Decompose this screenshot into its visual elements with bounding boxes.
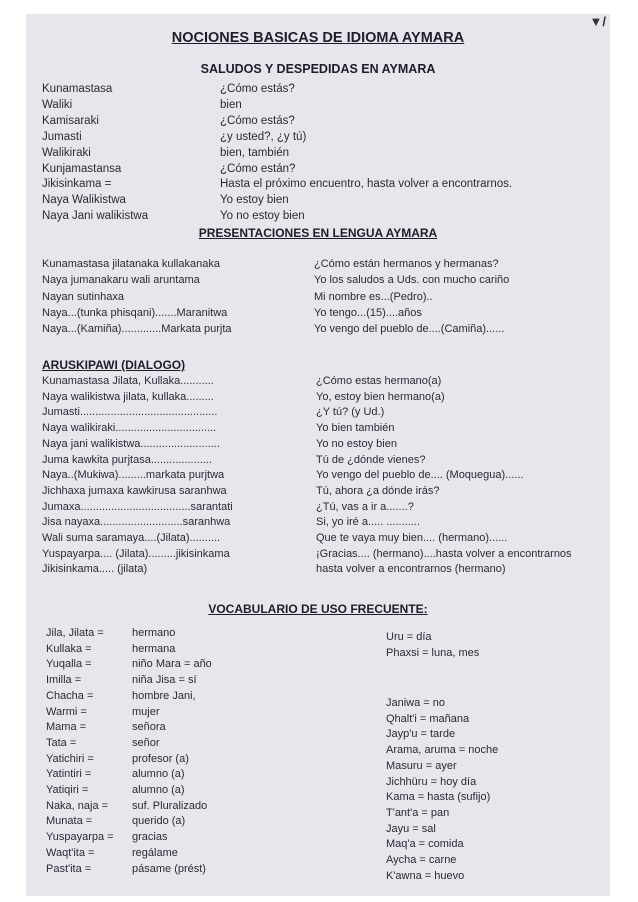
dialogo-row [42,500,608,516]
spanish-translation: Yo bien también [316,422,395,435]
spanish-translation: Tú de ¿dónde vienes? [316,453,426,466]
dialogo-row [42,484,608,500]
vocabulario-item: Qhalt'i = mañana [386,712,470,725]
dialogo-row [42,515,608,531]
saludo-row [42,114,602,130]
aymara-term: Jumaxa....................................sarantati [42,500,233,513]
spanish-translation: Yo no estoy bien [220,210,305,223]
saludo-row [42,177,602,193]
aymara-term: Yuqalla = [46,658,92,671]
aymara-term: Naya...(Kamiña).............Markata purjta [42,323,232,336]
aymara-term: Past'ita = [46,862,92,875]
vocabulario-item: Jayu = sal [386,822,436,835]
aymara-term: Warmi = [46,705,87,718]
presentacion-row [42,256,602,272]
spanish-translation: pásame (prést) [132,862,206,875]
spanish-translation: Yo tengo...(15)....años [314,306,422,319]
aymara-term: Yatiqiri = [46,784,89,797]
spanish-translation: ¿Cómo estás? [220,114,295,127]
dialogo-row [42,405,608,421]
vocabulario-item: Janiwa = no [386,697,446,709]
dialogo-row [42,562,608,578]
vocabulario-item: Uru = día [386,631,432,643]
spanish-translation: hermano [132,627,176,639]
presentaciones-list [42,256,602,337]
aymara-term: Wali suma saramaya....(Jilata).......... [42,532,221,545]
corner-mark: ▼/ [589,14,606,29]
spanish-translation: bien, también [220,146,290,159]
aymara-term: Jisa nayaxa...........................saranhwa [42,516,231,529]
vocabulario-row [46,846,366,862]
aymara-term: Naka, naja = [46,799,109,812]
dialogo-row [42,453,608,469]
aymara-term: Naya...(tunka phisqani).......Maranitwa [42,306,228,319]
dialogo-heading: ARUSKIPAWI (DIALOGO) [42,358,186,372]
spanish-translation: profesor (a) [132,752,189,765]
saludo-row [42,209,602,225]
saludo-row [42,82,602,98]
aymara-term: Naya Walikistwa [42,194,126,207]
aymara-term: Munata = [46,815,93,828]
vocabulario-row [46,752,366,768]
aymara-term: Naya walikistwa jilata, kullaka......... [42,390,214,403]
dialogo-row [42,437,608,453]
dialogo-row [42,374,608,390]
aymara-term: Jila, Jilata = [46,627,104,639]
vocabulario-item: Masuru = ayer [386,759,457,772]
page-title: NOCIONES BASICAS DE IDIOMA AYMARA [171,30,465,46]
presentacion-row [42,289,602,305]
spanish-translation: suf. Pluralizado [132,799,208,812]
spanish-translation: bien [220,98,242,111]
spanish-translation: Yo vengo del pueblo de.... (Moquegua)...... [316,469,524,482]
aymara-term: Walikiraki [42,146,91,159]
vocabulario-item: Jichhüru = hoy día [386,775,477,788]
aymara-term: Naya walikiraki................................. [42,422,217,435]
saludo-row [42,130,602,146]
vocabulario-item: T'ant'a = pan [386,806,450,819]
vocabulario-item: Aycha = carne [386,854,457,867]
saludos-list [42,82,602,225]
spanish-translation: ¿y usted?, ¿y tú) [220,130,307,143]
dialogo-list [42,374,608,578]
aymara-term: Naya Jani walikistwa [42,210,149,223]
vocabulario-item: K'awna = huevo [386,869,465,882]
spanish-translation: Mi nombre es...(Pedro).. [314,290,433,303]
vocabulario-row [46,642,366,658]
presentaciones-heading: PRESENTACIONES EN LENGUA AYMARA [198,226,438,240]
saludo-row [42,162,602,178]
spanish-translation: Yo los saludos a Uds. con mucho cariño [314,274,510,287]
aymara-term: Kunjamastansa [42,162,122,175]
spanish-translation: ¿Cómo estás? [220,83,295,95]
vocabulario-row [46,830,366,846]
saludo-row [42,98,602,114]
vocabulario-item: Phaxsi = luna, mes [386,646,480,659]
vocabulario-item: Arama, aruma = noche [386,744,499,757]
vocabulario-row [46,705,366,721]
aymara-term: Mama = [46,721,87,734]
aymara-term: Jumasti............................................. [42,406,218,419]
spanish-translation: mujer [132,705,160,718]
aymara-term: Yuspayarpa.... (Jilata).........jikisinkama [42,547,230,560]
spanish-translation: gracias [132,831,168,844]
spanish-translation: hombre Jani, [132,689,196,702]
saludo-row [42,193,602,209]
vocabulario-row [46,626,366,642]
spanish-translation: Hasta el próximo encuentro, hasta volver a encontrarnos. [220,178,513,191]
dialogo-row [42,468,608,484]
spanish-translation: señora [132,721,166,734]
vocabulario-heading: VOCABULARIO DE USO FRECUENTE: [208,602,428,616]
spanish-translation: Yo no estoy bien [316,437,397,450]
aymara-term: Jikisinkama = [42,178,112,191]
aymara-term: Chacha = [46,689,94,702]
aymara-term: Waliki [42,98,73,111]
aymara-term: Jichhaxa jumaxa kawkirusa saranhwa [42,484,227,497]
spanish-translation: ¡Gracias.... (hermano)....hasta volver a encontrarnos [316,547,572,560]
aymara-term: Yatichiri = [46,752,94,765]
aymara-term: Imilla = [46,674,82,687]
aymara-term: Kunamastasa Jilata, Kullaka........... [42,375,214,387]
spanish-translation: ¿Cómo están hermanos y hermanas? [314,258,499,270]
spanish-translation: regálame [132,846,178,859]
vocabulario-row [46,689,366,705]
aymara-term: Kullaka = [46,642,92,655]
vocabulario-right-bottom-list [386,696,606,884]
presentacion-row [42,305,602,321]
spanish-translation: Yo, estoy bien hermano(a) [316,390,445,403]
spanish-translation: niña Jisa = sí [132,674,197,687]
dialogo-row [42,421,608,437]
aymara-term: Tata = [46,736,77,749]
vocabulario-right-top-list [386,630,606,661]
vocabulario-row [46,783,366,799]
spanish-translation: señor [132,736,160,749]
aymara-term: Kunamastasa [42,83,113,95]
aymara-term: Waqt'ita = [46,846,95,859]
dialogo-row [42,547,608,563]
document-page [26,14,610,896]
aymara-term: Jikisinkama..... (jilata) [42,563,148,576]
vocabulario-item: Jayp'u = tarde [386,728,456,741]
spanish-translation: niño Mara = año [132,658,212,671]
spanish-translation: Yo estoy bien [220,194,289,207]
spanish-translation: alumno (a) [132,768,185,781]
spanish-translation: hermana [132,642,176,655]
vocabulario-row [46,814,366,830]
aymara-term: Yatintiri = [46,768,92,781]
presentacion-row [42,321,602,337]
spanish-translation: querido (a) [132,815,186,828]
vocabulario-left-list [46,626,366,877]
vocabulario-row [46,657,366,673]
vocabulario-item: Kama = hasta (sufijo) [386,791,491,804]
aymara-term: Kunamastasa jilatanaka kullakanaka [42,258,220,270]
spanish-translation: hasta volver a encontrarnos (hermano) [316,563,506,576]
aymara-term: Jumasti [42,130,82,143]
aymara-term: Naya..(Mukiwa).........markata purjtwa [42,469,225,482]
vocabulario-row [46,799,366,815]
dialogo-row [42,531,608,547]
aymara-term: Naya jumanakaru wali aruntama [42,274,200,287]
spanish-translation: ¿Y tú? (y Ud.) [316,406,385,419]
spanish-translation: alumno (a) [132,784,185,797]
spanish-translation: Si, yo iré a..... ........... [316,516,420,529]
spanish-translation: ¿Cómo estas hermano(a) [316,375,442,387]
spanish-translation: Tú, ahora ¿a dónde irás? [316,484,440,497]
spanish-translation: Yo vengo del pueblo de....(Camiña)...... [314,323,505,336]
aymara-term: Yuspayarpa = [46,831,114,844]
vocabulario-row [46,862,366,878]
spanish-translation: ¿Tú, vas a ir a.......? [316,500,414,513]
vocabulario-item: Maq'a = comida [386,838,464,851]
spanish-translation: ¿Cómo están? [220,162,296,175]
dialogo-row [42,390,608,406]
vocabulario-row [46,673,366,689]
saludos-heading: SALUDOS Y DESPEDIDAS EN AYMARA [200,62,436,76]
presentacion-row [42,272,602,288]
vocabulario-row [46,720,366,736]
aymara-term: Nayan sutinhaxa [42,290,124,303]
vocabulario-row [46,736,366,752]
aymara-term: Kamisaraki [42,114,99,127]
aymara-term: Juma kawkita purjtasa.................... [42,453,212,466]
aymara-term: Naya jani walikistwa.......................... [42,437,220,450]
saludo-row [42,146,602,162]
vocabulario-row [46,767,366,783]
spanish-translation: Que te vaya muy bien.... (hermano)...... [316,532,508,545]
